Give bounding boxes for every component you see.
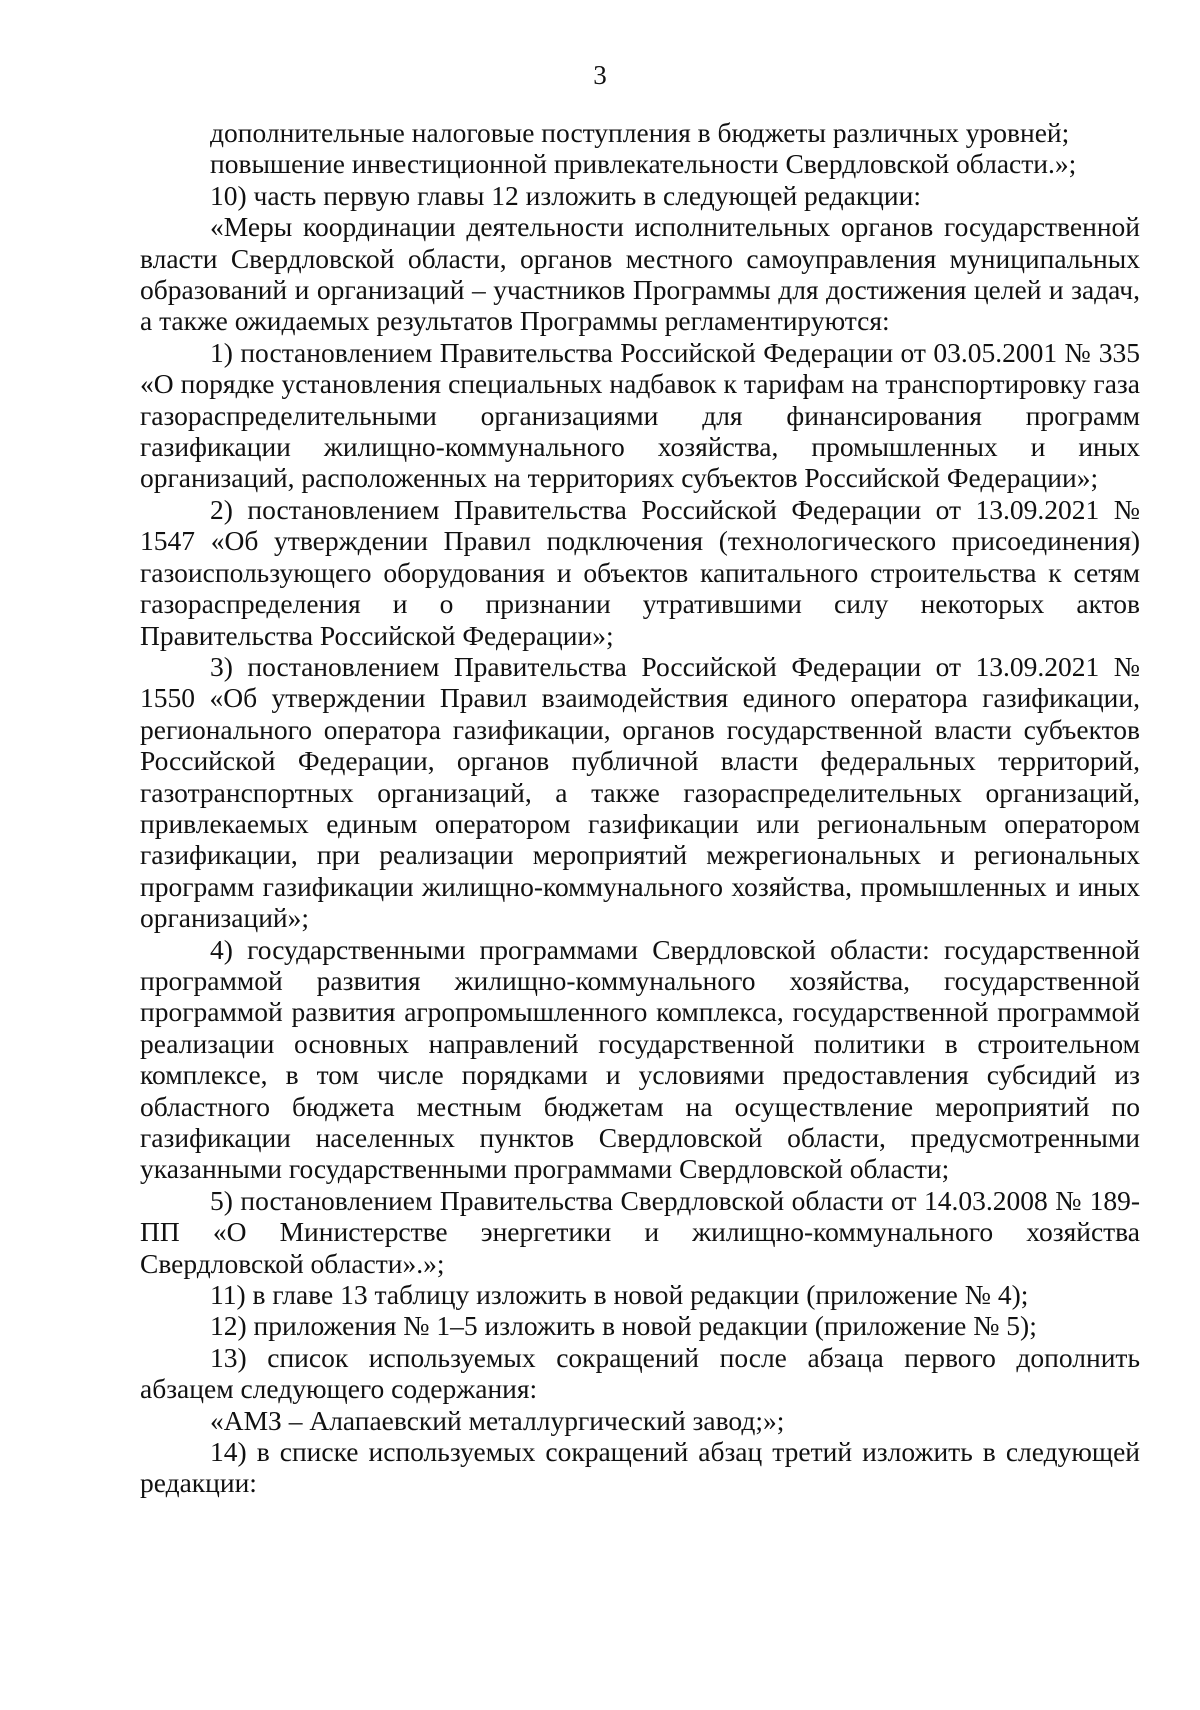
paragraph: 4) государственными программами Свердловской области: государственной программой развития жилищно-коммунального хозяйства, государственной программой развития агропромышленного комплекса, государственной программой реализации основных направлений государственной политики в строительном комплексе, в том числе порядками и условиями предоставления субсидий из областного бюджета местным бюджетам на осуществление мероприятий по газификации населенных пунктов Свердловской области, предусмотренными указанными государственными программами Свердловской области; xyxy=(140,933,1140,1185)
paragraph: 1) постановлением Правительства Российской Федерации от 03.05.2001 № 335 «О порядке установления специальных надбавок к тарифам на транспортировку газа газораспределительными организациями для финансирования программ газификации жилищно-коммунального хозяйства, промышленных и иных организаций, расположенных на территориях субъектов Российской Федерации»; xyxy=(140,336,1140,494)
paragraph: 12) приложения № 1–5 изложить в новой редакции (приложение № 5); xyxy=(210,1310,1037,1342)
paragraph: 14) в списке используемых сокращений абзац третий изложить в следующей редакции: xyxy=(140,1436,1140,1499)
paragraph: дополнительные налоговые поступления в бюджеты различных уровней; xyxy=(210,117,1070,148)
paragraph: 2) постановлением Правительства Российской Федерации от 13.09.2021 № 1547 «Об утверждении Правил подключения (технологического присоединения) газоиспользующего оборудования и объектов капитального строительства к сетям газораспределения и о признании утратившими силу некоторых актов Правительства Российской Федерации»; xyxy=(140,493,1140,651)
paragraph: 5) постановлением Правительства Свердловской области от 14.03.2008 № 189-ПП «О Министерстве энергетики и жилищно-коммунального хозяйства Свердловской области».»; xyxy=(140,1184,1140,1279)
paragraph: «Меры координации деятельности исполнительных органов государственной власти Свердловской области, органов местного самоуправления муниципальных образований и организаций – участников Программы для достижения целей и задач, а также ожидаемых результатов Программы регламентируются: xyxy=(140,211,1140,337)
paragraph: 11) в главе 13 таблицу изложить в новой редакции (приложение № 4); xyxy=(210,1279,1029,1311)
paragraph: «АМЗ – Алапаевский металлургический завод;»; xyxy=(210,1404,785,1436)
paragraph: 3) постановлением Правительства Российской Федерации от 13.09.2021 № 1550 «Об утверждении Правил взаимодействия единого оператора газификации, регионального оператора газификации, органов государственной власти субъектов Российской Федерации, органов публичной власти федеральных территорий, газотранспортных организаций, а также газораспределительных организаций, привлекаемых единым оператором газификации или региональным оператором газификации, при реализации мероприятий межрегиональных и региональных программ газификации жилищно-коммунального хозяйства, промышленных и иных организаций»; xyxy=(140,650,1140,934)
paragraph: повышение инвестиционной привлекательности Свердловской области.»; xyxy=(210,148,1077,180)
paragraph: 13) список используемых сокращений после абзаца первого дополнить абзацем следующего содержания: xyxy=(140,1341,1140,1405)
paragraph: 10) часть первую главы 12 изложить в следующей редакции: xyxy=(210,179,921,211)
page-number: 3 xyxy=(593,60,607,90)
document-body xyxy=(140,117,1140,1499)
